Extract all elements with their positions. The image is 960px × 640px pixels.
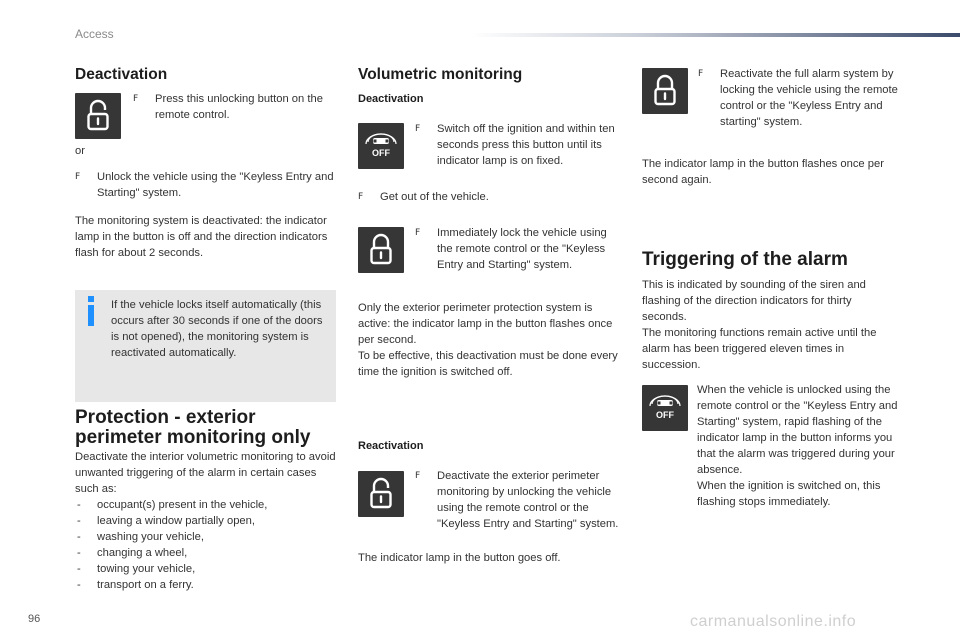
list-item: - towing your vehicle, [75, 561, 337, 577]
paragraph: When the ignition is switched on, this flashing stops immediately. [697, 480, 881, 508]
bullet-marker: F [75, 172, 81, 182]
bullet-item: F Press this unlocking button on the remote control. [133, 93, 323, 121]
paragraph: The monitoring system is deactivated: the indicator lamp in the button is off and the direction indicators flash for about 2 seconds. [75, 215, 328, 259]
paragraph: The indicator lamp in the button goes off. [358, 552, 561, 564]
list-item: - leaving a window partially open, [75, 513, 337, 529]
bullet-item: F Immediately lock the vehicle using the remote control or the "Keyless Entry and Starting" system. [415, 227, 607, 271]
lock-button-icon [642, 68, 688, 114]
page-number: 96 [28, 613, 41, 625]
unlock-button-icon [75, 93, 121, 139]
bullet-item: F Reactivate the full alarm system by locking the vehicle using the remote control or the "Keyless Entry and starting" system. [698, 68, 898, 128]
bullet-marker: F [698, 69, 704, 79]
alarm-off-button-icon [358, 123, 404, 169]
bullet-item: F Deactivate the exterior perimeter monitoring by unlocking the vehicle using the remote control or the "Keyless Entry and Starting" system. [415, 470, 619, 530]
list-item: - transport on a ferry. [75, 577, 337, 593]
protection-heading: Protection - exterior perimeter monitoring only [75, 407, 311, 448]
bullet-item: F Switch off the ignition and within ten seconds press this button until its indicator lamp is on fixed. [415, 123, 615, 167]
paragraph: When the vehicle is unlocked using the remote control or the "Keyless Entry and Starting" system, rapid flashing of the indicator lamp in the button informs you that the alarm was triggered during your absence. [697, 384, 898, 476]
paragraph: Deactivate the interior volumetric monitoring to avoid unwanted triggering of the alarm in certain cases such as: [75, 451, 336, 495]
bullet-marker: F [415, 471, 421, 481]
deactivation-subheading: Deactivation [358, 93, 424, 105]
paragraph: To be effective, this deactivation must be done every time the ignition is switched off. [358, 350, 618, 378]
watermark: carmanualsonline.info [690, 613, 857, 630]
paragraph: The indicator lamp in the button flashes once per second again. [642, 158, 884, 186]
list-item: - occupant(s) present in the vehicle, [75, 497, 337, 513]
or-text: or [75, 145, 85, 157]
bullet-marker: F [415, 124, 421, 134]
bullet-item: F Unlock the vehicle using the "Keyless Entry and Starting" system. [75, 171, 334, 199]
deactivation-heading: Deactivation [75, 66, 168, 83]
off-label: OFF [656, 410, 674, 420]
bullet-marker: F [133, 94, 139, 104]
paragraph: This is indicated by sounding of the siren and flashing of the direction indicators for thirty seconds. [642, 279, 866, 323]
volumetric-heading: Volumetric monitoring [358, 66, 523, 83]
info-text: If the vehicle locks itself automatically (this occurs after 30 seconds if one of the doors is not opened), the monitoring system is reactivated automatically. [111, 299, 323, 359]
header-rule [470, 33, 960, 37]
info-icon [85, 296, 97, 326]
list-item: - washing your vehicle, [75, 529, 337, 545]
bullet-item: F Get out of the vehicle. [358, 191, 489, 203]
list-item: - changing a wheel, [75, 545, 337, 561]
triggering-heading: Triggering of the alarm [642, 249, 848, 270]
bullet-marker: F [358, 192, 364, 202]
alarm-off-button-icon [642, 385, 688, 431]
unlock-button-icon [358, 471, 404, 517]
paragraph: Only the exterior perimeter protection system is active: the indicator lamp in the button flashes once per second. [358, 302, 613, 346]
reactivation-subheading: Reactivation [358, 440, 424, 452]
section-header: Access [75, 27, 114, 41]
lock-button-icon [358, 227, 404, 273]
situations-list [75, 497, 337, 593]
paragraph: The monitoring functions remain active until the alarm has been triggered eleven times in succession. [642, 327, 877, 371]
off-label: OFF [372, 148, 390, 158]
bullet-marker: F [415, 228, 421, 238]
